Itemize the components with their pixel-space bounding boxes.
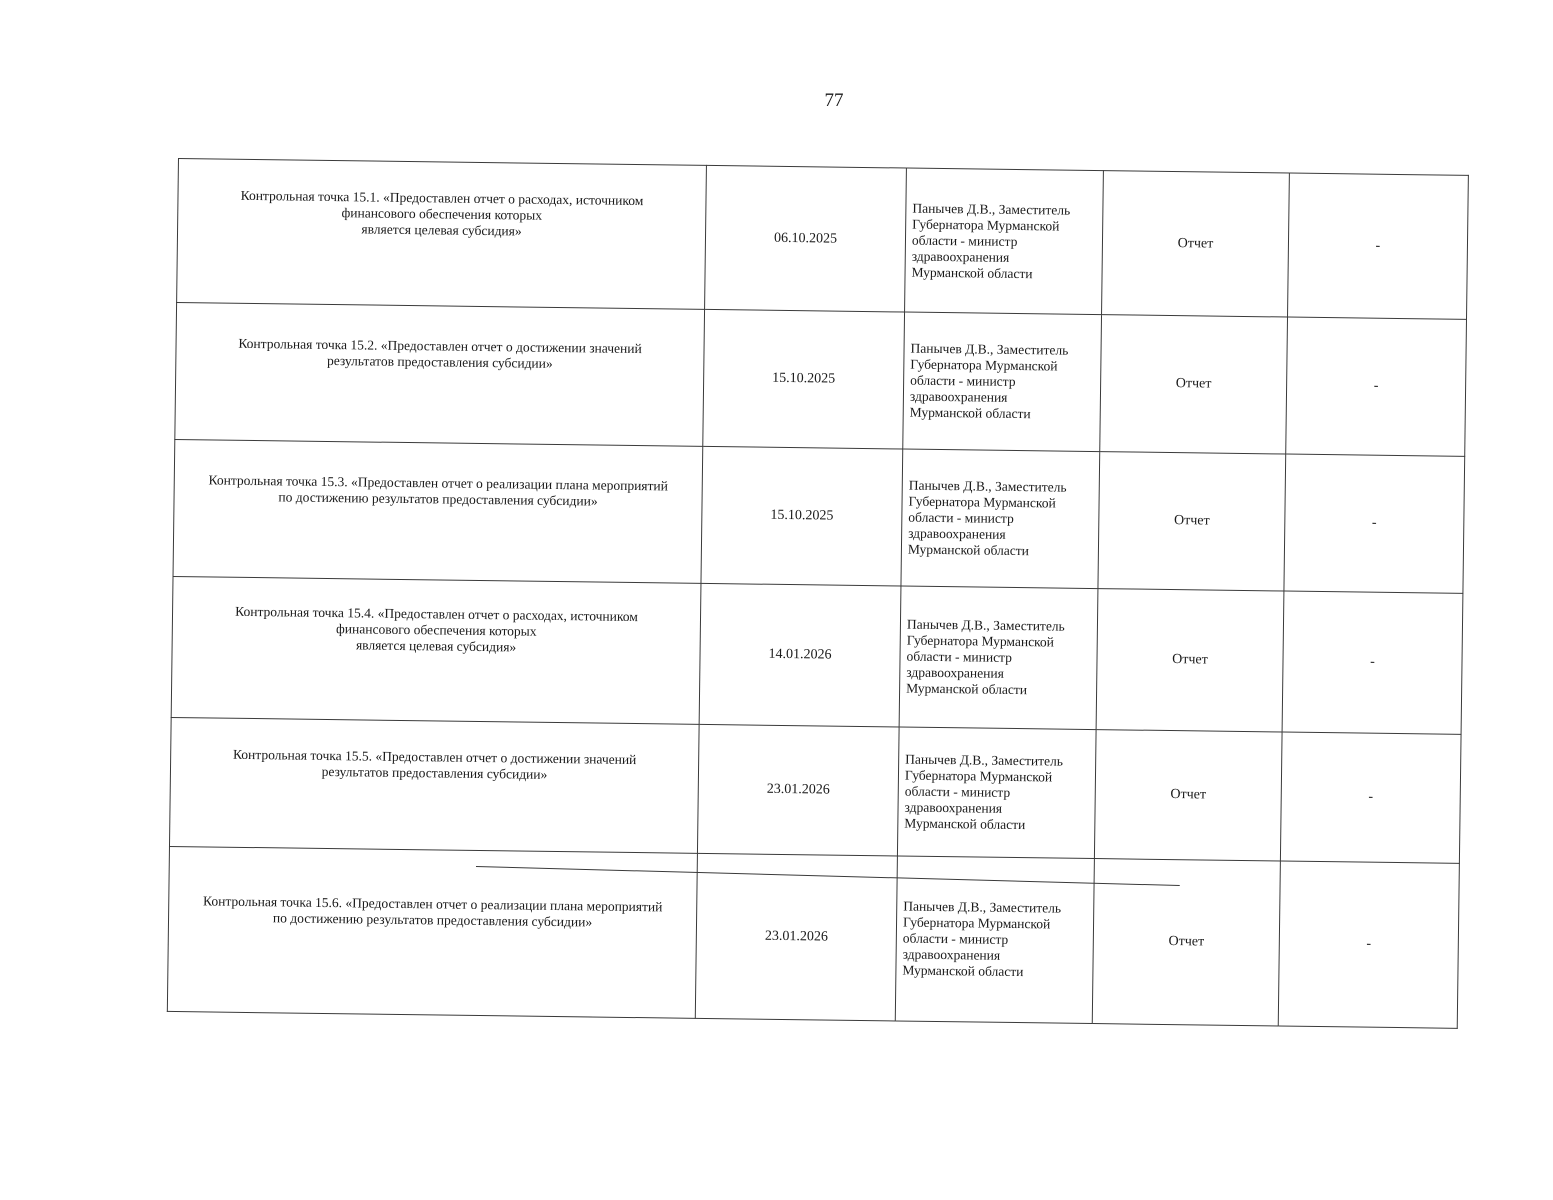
responsible-line: Губернатора Мурманской	[906, 632, 1055, 650]
responsible-line: здравоохранения	[904, 799, 1003, 816]
responsible-line: здравоохранения	[902, 946, 1001, 963]
empty-cell-dash: -	[1280, 732, 1461, 863]
responsible-line: здравоохранения	[911, 248, 1010, 265]
empty-cell-dash: -	[1286, 317, 1467, 456]
empty-cell-dash: -	[1278, 861, 1459, 1028]
document-type: Отчет	[1094, 730, 1282, 861]
table-row	[175, 302, 1467, 456]
responsible-line: Панычев Д.В., Заместитель	[906, 616, 1065, 634]
responsible-line: здравоохранения	[906, 664, 1004, 681]
control-point-description	[169, 717, 699, 853]
responsible-line: Губернатора Мурманской	[904, 767, 1053, 785]
empty-cell-dash: -	[1288, 173, 1469, 319]
table-row	[177, 159, 1469, 320]
responsible-line: Мурманской области	[904, 815, 1026, 833]
responsible-line: Панычев Д.В., Заместитель	[912, 200, 1071, 218]
description-line: является целевая субсидия»	[361, 220, 522, 239]
description-line: Контрольная точка 15.2. «Предоставлен отчет о достижении значений	[238, 335, 642, 357]
responsible-line: области - министр	[911, 232, 1018, 249]
responsible-line: области - министр	[902, 930, 1009, 947]
responsible-line: области - министр	[910, 372, 1016, 389]
description-line: финансового обеспечения которых	[336, 621, 537, 639]
document-type: Отчет	[1100, 315, 1288, 454]
description-line: по достижению результатов предоставления субсидии»	[272, 910, 593, 930]
responsible-line: Мурманской области	[907, 541, 1030, 559]
responsible-line: Панычев Д.В., Заместитель	[903, 898, 1062, 916]
responsible-line: области - министр	[908, 509, 1014, 526]
control-point-description	[167, 846, 697, 1018]
control-points-table-wrap	[167, 158, 1468, 1029]
table-row	[169, 717, 1461, 863]
control-point-description	[175, 302, 705, 446]
description-line: Контрольная точка 15.5. «Предоставлен отчет о достижении значений	[232, 746, 637, 768]
responsible-line: Губернатора Мурманской	[908, 493, 1056, 511]
table-row	[171, 576, 1463, 734]
responsible-person	[903, 312, 1102, 452]
control-point-date: 23.01.2026	[697, 724, 899, 856]
responsible-line: Панычев Д.В., Заместитель	[908, 477, 1067, 495]
description-line: финансового обеспечения которых	[341, 204, 543, 223]
description-line: Контрольная точка 15.1. «Предоставлен отчет о расходах, источником	[240, 187, 644, 208]
control-point-description	[171, 576, 701, 724]
responsible-line: Панычев Д.В., Заместитель	[910, 340, 1069, 358]
responsible-line: Панычев Д.В., Заместитель	[905, 751, 1064, 769]
description-line: Контрольная точка 15.6. «Предоставлен отчет о реализации плана мероприятий	[203, 893, 663, 915]
responsible-line: Мурманской области	[902, 962, 1024, 980]
control-point-description	[177, 159, 707, 310]
responsible-person	[905, 168, 1104, 315]
responsible-line: области - министр	[904, 783, 1011, 800]
control-point-date: 23.01.2026	[695, 853, 897, 1021]
responsible-line: Мурманской области	[909, 404, 1031, 422]
responsible-line: Губернатора Мурманской	[912, 216, 1060, 234]
table-row	[173, 439, 1465, 593]
control-point-date: 06.10.2025	[705, 165, 907, 312]
control-point-date: 14.01.2026	[699, 583, 901, 727]
empty-cell-dash: -	[1282, 591, 1463, 734]
empty-cell-dash: -	[1284, 454, 1465, 593]
description-line: является целевая субсидия»	[355, 637, 517, 655]
responsible-line: Мурманской области	[906, 680, 1028, 698]
control-point-date: 15.10.2025	[701, 446, 903, 586]
responsible-line: Мурманской области	[911, 264, 1033, 281]
document-type: Отчет	[1092, 859, 1280, 1026]
table-row	[167, 846, 1459, 1028]
document-type: Отчет	[1102, 171, 1290, 317]
document-type: Отчет	[1098, 452, 1286, 591]
description-line: Контрольная точка 15.4. «Предоставлен отчет о расходах, источником	[235, 603, 638, 625]
responsible-person	[899, 586, 1098, 730]
control-points-table	[167, 158, 1469, 1029]
description-line: Контрольная точка 15.3. «Предоставлен отчет о реализации плана мероприятий	[208, 472, 669, 494]
description-line: по достижению результатов предоставления субсидии»	[278, 489, 598, 509]
document-type: Отчет	[1096, 589, 1284, 732]
description-line: результатов предоставления субсидии»	[326, 352, 553, 371]
responsible-line: Губернатора Мурманской	[910, 356, 1058, 374]
responsible-line: здравоохранения	[908, 525, 1006, 542]
responsible-line: области - министр	[906, 648, 1013, 665]
responsible-line: здравоохранения	[909, 388, 1008, 405]
page-number: 77	[824, 90, 844, 111]
responsible-person	[897, 727, 1096, 859]
description-line: результатов предоставления субсидии»	[321, 763, 548, 782]
control-point-description	[173, 439, 703, 583]
responsible-person	[901, 449, 1100, 589]
control-point-date: 15.10.2025	[703, 309, 905, 449]
responsible-line: Губернатора Мурманской	[902, 914, 1051, 932]
